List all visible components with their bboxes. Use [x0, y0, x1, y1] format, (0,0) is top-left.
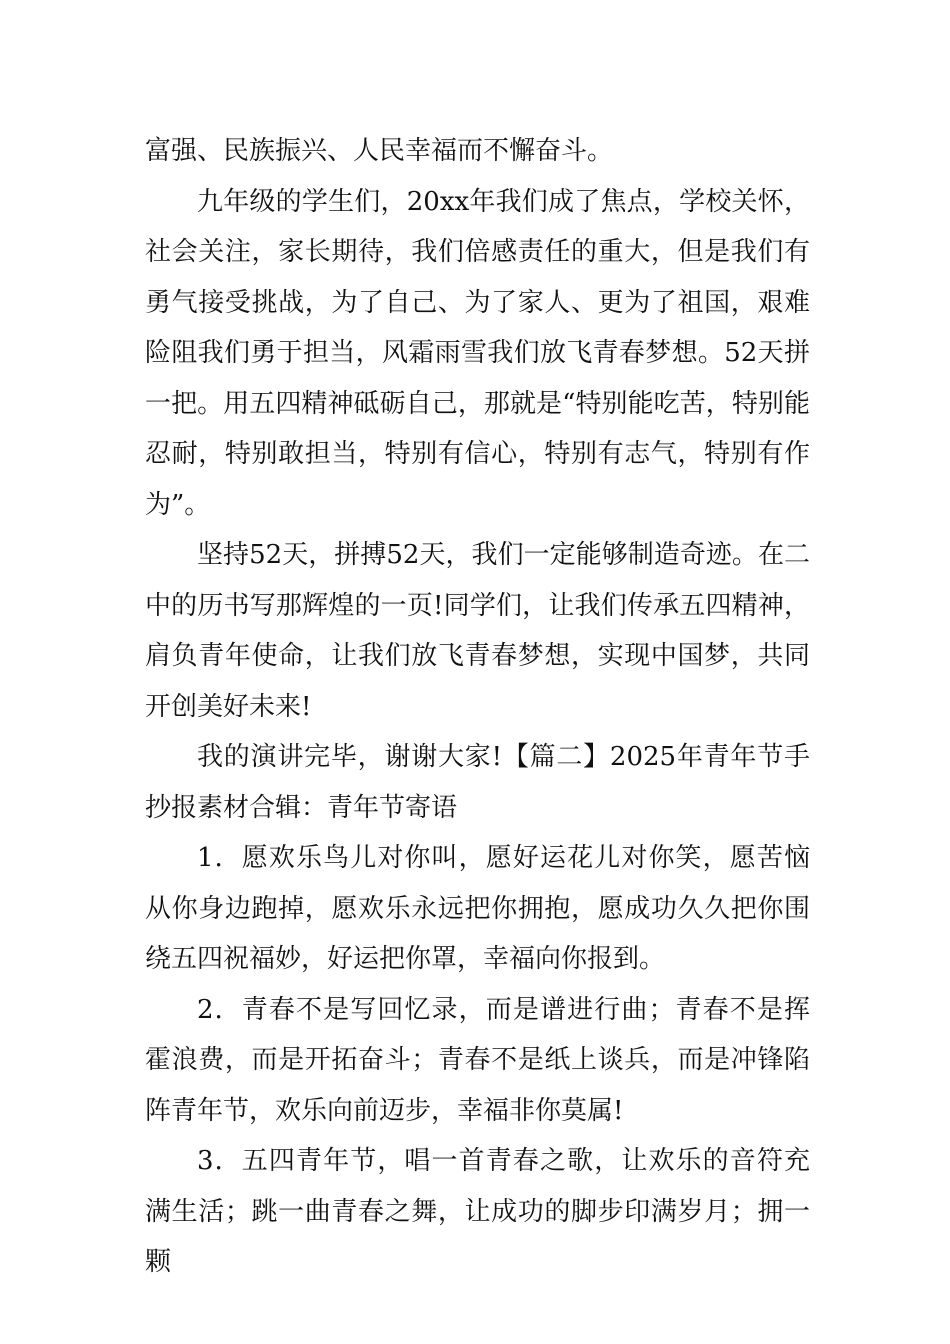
document-body — [145, 126, 810, 1288]
paragraph-wish-2: 2．青春不是写回忆录，而是谱进行曲；青春不是挥霍浪费，而是开拓奋斗；青春不是纸上谈兵，而是冲锋陷阵青年节，欢乐向前迈步，幸福非你莫属! — [145, 994, 810, 1126]
paragraph-persist: 坚持52天，拼搏52天，我们一定能够制造奇迹。在二中的历书写那辉煌的一页!同学们，让我们传承五四精神，肩负青年使命，让我们放飞青春梦想，实现中国梦，共同开创美好未来! — [145, 540, 810, 722]
paragraph-continuation: 富强、民族振兴、人民幸福而不懈奋斗。 — [145, 136, 614, 166]
paragraph-speech-end: 我的演讲完毕，谢谢大家!【篇二】2025年青年节手抄报素材合辑：青年节寄语 — [145, 742, 810, 823]
paragraph-wish-3: 3．五四青年节，唱一首青春之歌，让欢乐的音符充满生活；跳一曲青春之舞，让成功的脚步印满岁月；拥一颗 — [145, 1146, 810, 1277]
paragraph-grade-nine: 九年级的学生们，20xx年我们成了焦点，学校关怀，社会关注，家长期待，我们倍感责任的重大，但是我们有勇气接受挑战，为了自己、为了家人、更为了祖国，艰难险阻我们勇于担当，风霜雨雪我们放飞青春梦想。52天拼一把。用五四精神砥砺自己，那就是“特别能吃苦，特别能忍耐，特别敢担当，特别有信心，特别有志气，特别有作为”。 — [145, 186, 810, 520]
paragraph-wish-1: 1．愿欢乐鸟儿对你叫，愿好运花儿对你笑，愿苦恼从你身边跑掉，愿欢乐永远把你拥抱，愿成功久久把你围绕五四祝福妙，好运把你罩，幸福向你报到。 — [145, 843, 810, 974]
